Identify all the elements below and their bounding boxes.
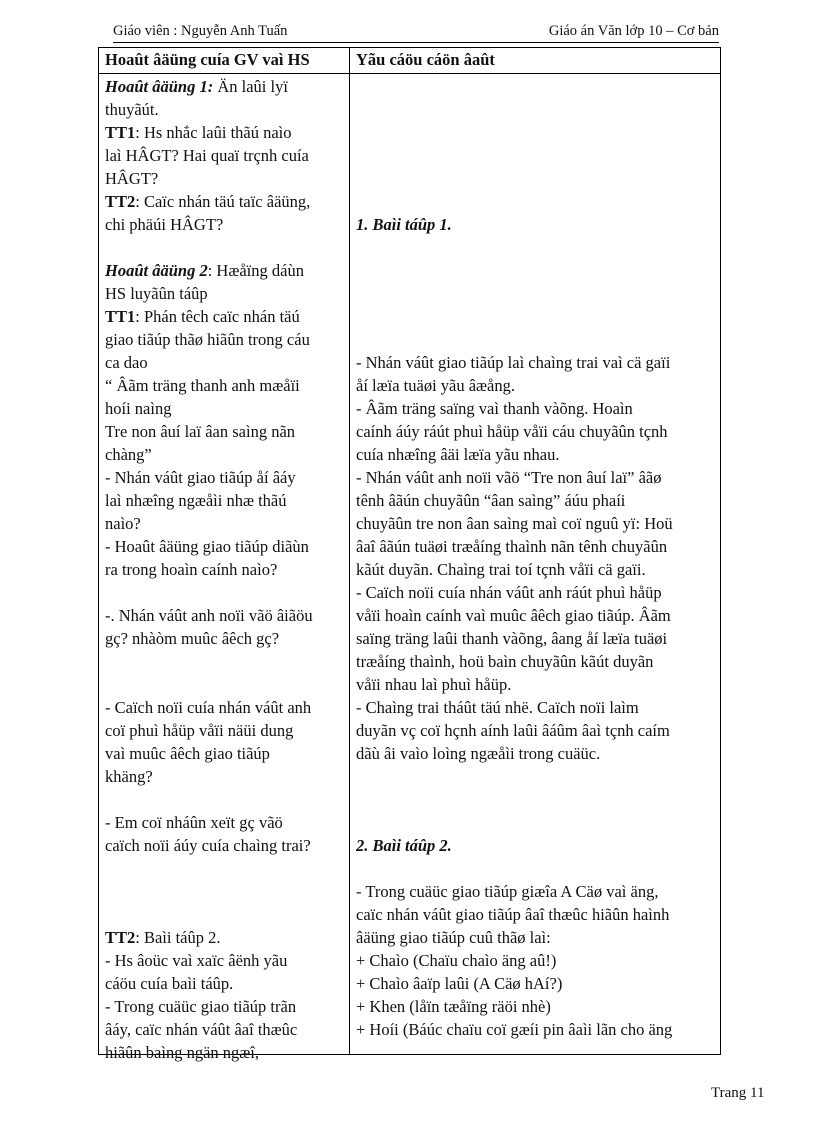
question-line: coï phuì håüp våïi näüi dung (105, 721, 294, 740)
folk-verse-line: chàng” (105, 445, 152, 464)
answer-line: + Chaìo (Chaïu chaìo äng aû!) (356, 951, 557, 970)
answer-line: + Khen (låïn tæåïng räöi nhè) (356, 997, 551, 1016)
text-line: HS luyãûn táûp (105, 284, 208, 303)
answer-line: - Nhán váût anh noïi vãö “Tre non âuí laï” âãø (356, 468, 662, 487)
text-line: âáy, caïc nhán váût âaî thæûc (105, 1020, 298, 1039)
answer-line: dãù âi vaìo loìng ngæåìi trong cuäüc. (356, 744, 601, 763)
activity-1-heading: Hoaût âäüng 1: Än laûi lyï (105, 77, 288, 96)
folk-verse-line: hoíi naìng (105, 399, 172, 418)
answer-line: - Âãm träng saïng vaì thanh vàõng. Hoaìn (356, 399, 633, 418)
question-line: - Hoaût âäüng giao tiãúp diãùn (105, 537, 309, 556)
question-line: laì nhæîng ngæåìi nhæ thãú (105, 491, 287, 510)
text-line: HÂGT? (105, 169, 159, 188)
exercise-1-heading: 1. Baìi táûp 1. (356, 215, 452, 234)
answer-line: - Trong cuäüc giao tiãúp giæîa A Cäø vaì äng, (356, 882, 659, 901)
answer-line: + Hoíi (Báúc chaïu coï gæíi pin âaìi lãn cho äng (356, 1020, 673, 1039)
text-line: - Hs âoüc vaì xaïc âënh yãu (105, 951, 288, 970)
folk-verse-line: Tre non âuí laï âan saìng nãn (105, 422, 296, 441)
teacher-name: Giáo viên : Nguyễn Anh Tuấn (113, 23, 288, 39)
question-line: - Caïch noïi cuía nhán váût anh (105, 698, 312, 717)
answer-line: âaî âãún tuäøi træåíng thaình nãn tênh chuyãûn (356, 537, 668, 556)
question-line: naìo? (105, 514, 141, 533)
question-line: ra trong hoaìn caính naìo? (105, 560, 278, 579)
text-line: ca dao (105, 353, 148, 372)
task-1-question: TT1: Hs nhắc laûi thãú naìo (105, 123, 292, 142)
answer-line: - Nhán váût giao tiãúp laì chaìng trai vaì cä gaïi (356, 353, 671, 372)
question-line: caïch noïi áúy cuía chaìng trai? (105, 836, 311, 855)
answer-line: caïc nhán váût giao tiãúp âaî thæûc hiãûn haình (356, 905, 670, 924)
teacher-student-column (105, 75, 341, 1064)
answer-line: kãút duyãn. Chaìng trai toí tçnh våïi cä gaïi. (356, 560, 646, 579)
question-line: - Nhán váût giao tiãúp åí âáy (105, 468, 296, 487)
text-line: laì HÂGT? Hai quaï trçnh cuía (105, 146, 309, 165)
answer-line: tênh âãún chuyãûn “âan saìng” áúu phaíi (356, 491, 626, 510)
answer-line: åí læïa tuäøi yãu âæång. (356, 376, 515, 395)
question-line: khäng? (105, 767, 153, 786)
page-header (113, 22, 719, 43)
question-line: -. Nhán váût anh noïi vãö âiãöu (105, 606, 313, 625)
answer-line: - Chaìng trai tháût täú nhë. Caïch noïi laìm (356, 698, 639, 717)
answer-line: duyãn vç coï hçnh aính laûi âáûm âaì tçnh caím (356, 721, 670, 740)
text-line: - Trong cuäüc giao tiãúp trãn (105, 997, 297, 1016)
header-row-divider (99, 73, 720, 74)
question-line: vaì muûc âêch giao tiãúp (105, 744, 270, 763)
col1-header: Hoaût âäüng cuía GV vaì HS (105, 50, 310, 69)
task-2-exercise: TT2: Baìi táûp 2. (105, 928, 221, 947)
exercise-2-heading: 2. Baìi táûp 2. (356, 836, 452, 855)
task-1-exercise: TT1: Phán têch caïc nhán täú (105, 307, 300, 326)
task-2-question: TT2: Caïc nhán täú taïc âäüng, (105, 192, 311, 211)
text-line: chi phäúi HÂGT? (105, 215, 224, 234)
text-line: thuyãút. (105, 100, 159, 119)
answer-line: cuía nhæîng âäi læïa yãu nhau. (356, 445, 560, 464)
answer-line: caính áúy ráút phuì håüp våïi cáu chuyãûn tçnh (356, 422, 668, 441)
answer-line: - Caïch noïi cuía nhán váût anh ráút phuì håüp (356, 583, 662, 602)
question-line: - Em coï nháûn xeït gç vãö (105, 813, 283, 832)
question-line: gç? nhàòm muûc âêch gç? (105, 629, 280, 648)
text-line: giao tiãúp thãø hiãûn trong cáu (105, 330, 310, 349)
answer-line: våïi nhau laì phuì håüp. (356, 675, 512, 694)
answer-line: + Chaìo âaïp laûi (A Cäø hAí?) (356, 974, 563, 993)
page-number: Trang 11 (711, 1085, 765, 1101)
folk-verse-line: “ Âãm träng thanh anh mæåïi (105, 376, 300, 395)
answer-line: âäüng giao tiãúp cuû thãø laì: (356, 928, 551, 947)
text-line: hiãûn baìng ngän ngæî, (105, 1043, 259, 1062)
answer-line: saïng träng laûi thanh vàõng, âang åí læïa tuäøi (356, 629, 668, 648)
answer-line: våïi hoaìn caính vaì muûc âêch giao tiãúp. Âãm (356, 606, 671, 625)
column-divider (349, 48, 350, 1054)
requirements-column (356, 213, 714, 1041)
text-line: cáöu cuía baìi táûp. (105, 974, 234, 993)
course-title: Giáo án Văn lớp 10 – Cơ bản (548, 23, 719, 39)
lesson-table (98, 47, 721, 1062)
activity-2-heading: Hoaût âäüng 2: Hæåïng dáùn (105, 261, 304, 280)
answer-line: chuyãûn tre non âan saìng maì coï nguû yï: Hoü (356, 514, 673, 533)
answer-line: træåíng thaình, hoü baìn chuyãûn kãút duyãn (356, 652, 654, 671)
col2-header: Yãu cáöu cáön âaût (356, 50, 495, 69)
